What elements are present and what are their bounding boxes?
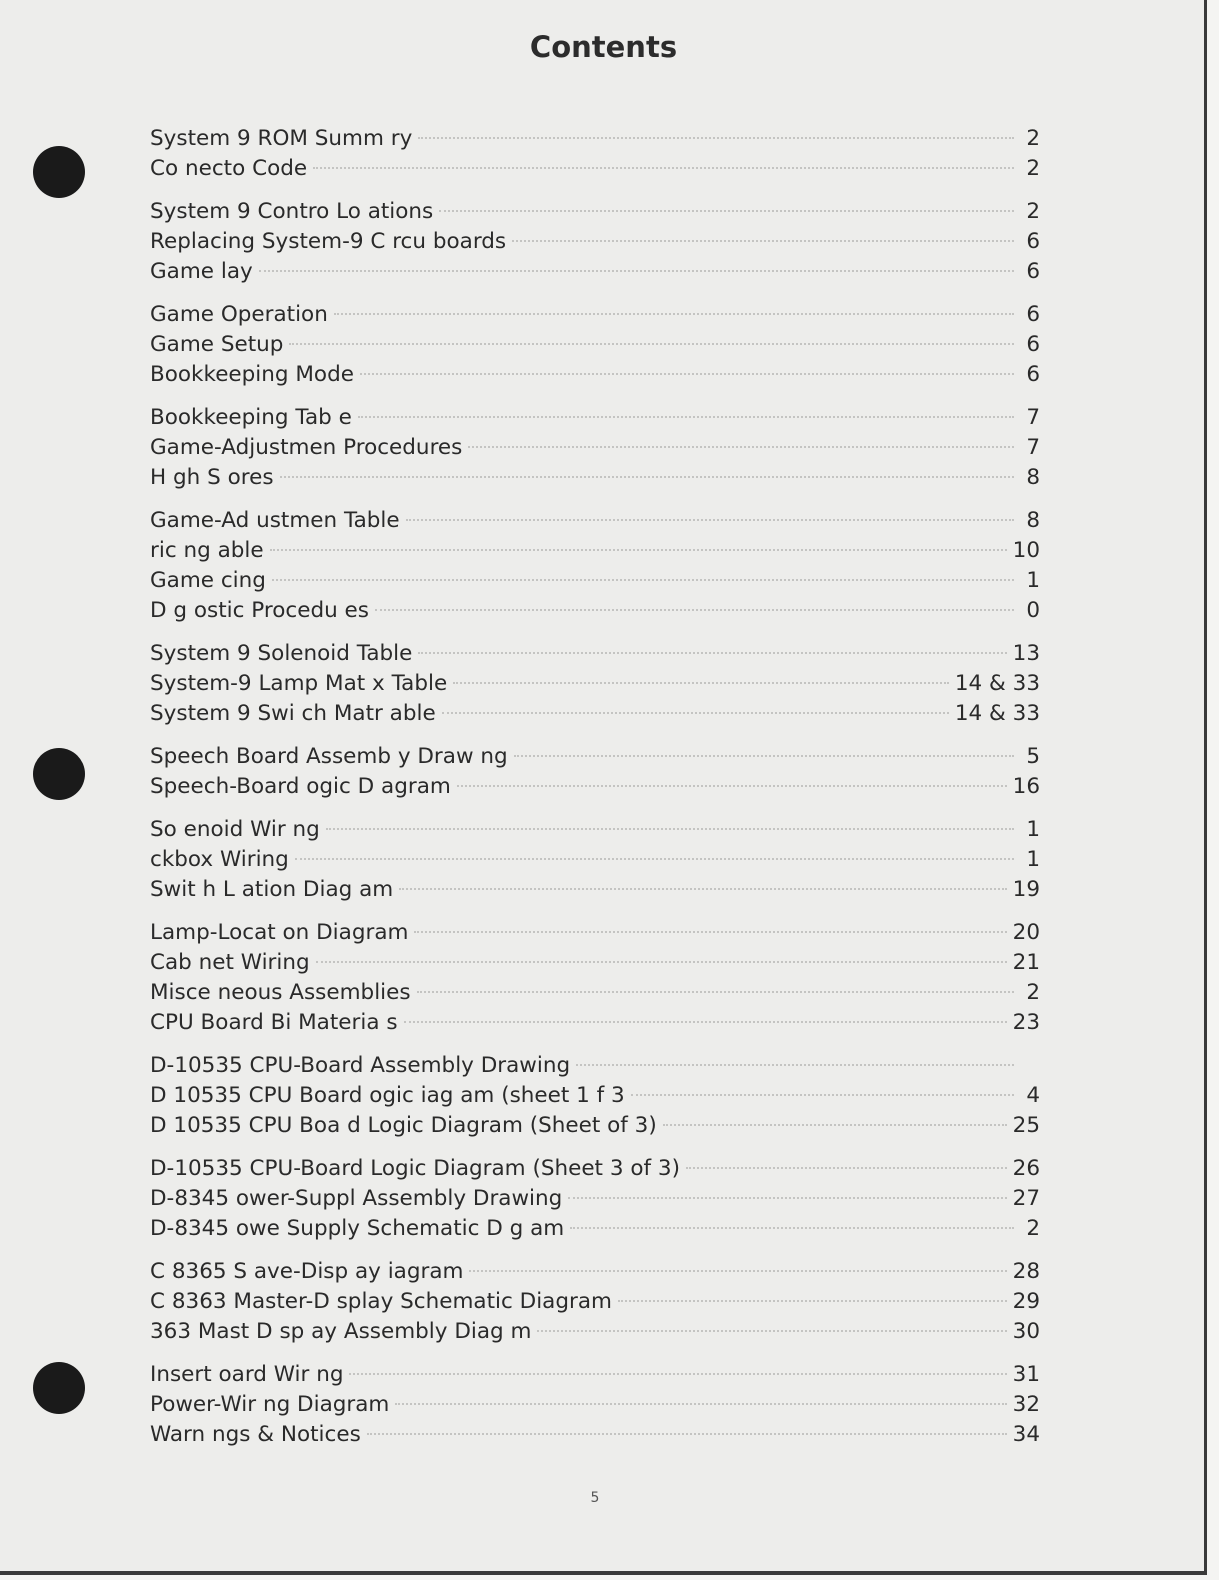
dot-leader: [280, 476, 1014, 478]
toc-entry: [150, 948, 1040, 978]
toc-entry-page: 10: [1012, 538, 1040, 563]
toc-group: [150, 815, 1040, 905]
toc-entry-title: D-10535 CPU-Board Assembly Drawing: [150, 1053, 571, 1078]
toc-entry-title: System 9 ROM Summ ry: [150, 126, 413, 151]
toc-entry-title: System-9 Lamp Mat x Table: [150, 671, 448, 696]
toc-entry-page: 4: [1026, 1083, 1040, 1108]
toc-group: [150, 1154, 1040, 1244]
toc-entry: [150, 433, 1040, 463]
toc-entry-title: Game-Ad ustmen Table: [150, 508, 400, 533]
toc-entry-title: System 9 Solenoid Table: [150, 641, 413, 666]
toc-entry-title: Game-Adjustmen Procedures: [150, 435, 463, 460]
toc-entry-title: Speech Board Assemb y Draw ng: [150, 744, 508, 769]
toc-entry-page: 8: [1026, 465, 1040, 490]
toc-entry-title: 363 Mast D sp ay Assembly Diag m: [150, 1319, 532, 1344]
toc-entry-page: 26: [1012, 1156, 1040, 1181]
dot-leader: [375, 609, 1014, 611]
toc-entry-title: C 8365 S ave-Disp ay iagram: [150, 1259, 464, 1284]
toc-entry-title: D-10535 CPU-Board Logic Diagram (Sheet 3 of 3): [150, 1156, 680, 1181]
dot-leader: [417, 991, 1014, 993]
toc-group: [150, 1051, 1040, 1141]
toc-entry: [150, 1257, 1040, 1287]
toc-entry: [150, 699, 1040, 729]
dot-leader: [453, 682, 949, 684]
toc-group: [150, 506, 1040, 626]
toc-entry-page: 6: [1026, 332, 1040, 357]
toc-entry: [150, 1154, 1040, 1184]
dot-leader: [360, 373, 1014, 375]
toc-entry-page: 20: [1012, 920, 1040, 945]
toc-entry: [150, 1184, 1040, 1214]
dot-leader: [313, 167, 1014, 169]
toc-entry-page: 2: [1026, 980, 1040, 1005]
binder-hole-bottom: [33, 1362, 85, 1414]
toc-entry-page: 28: [1012, 1259, 1040, 1284]
dot-leader: [468, 446, 1014, 448]
toc-group: [150, 124, 1040, 184]
toc-entry: [150, 300, 1040, 330]
dot-leader: [358, 416, 1014, 418]
dot-leader: [514, 755, 1014, 757]
dot-leader: [316, 961, 1007, 963]
toc-group: [150, 403, 1040, 493]
toc-entry: [150, 1420, 1040, 1450]
toc-entry-title: Game Setup: [150, 332, 284, 357]
dot-leader: [367, 1433, 1007, 1435]
toc-entry-page: 14 & 33: [954, 701, 1040, 726]
toc-entry: [150, 596, 1040, 626]
toc-entry-title: Game Operation: [150, 302, 328, 327]
dot-leader: [570, 1227, 1014, 1229]
toc-entry-page: 5: [1026, 744, 1040, 769]
dot-leader: [404, 1021, 1007, 1023]
toc-entry-page: 25: [1012, 1113, 1040, 1138]
toc-entry-page: 2: [1026, 1216, 1040, 1241]
dot-leader: [631, 1094, 1014, 1096]
toc-entry-title: Game cing: [150, 568, 266, 593]
binder-hole-middle: [33, 748, 85, 800]
toc-entry-page: 19: [1012, 877, 1040, 902]
toc-entry-title: C 8363 Master-D splay Schematic Diagram: [150, 1289, 612, 1314]
dot-leader: [259, 270, 1014, 272]
toc-entry: [150, 742, 1040, 772]
toc-group: [150, 742, 1040, 802]
toc-entry: [150, 845, 1040, 875]
toc-entry-page: 14 & 33: [954, 671, 1040, 696]
toc-entry-title: Misce neous Assemblies: [150, 980, 411, 1005]
toc-entry: [150, 403, 1040, 433]
toc-entry-title: Co necto Code: [150, 156, 308, 181]
toc-entry: [150, 536, 1040, 566]
toc-group: [150, 639, 1040, 729]
toc-entry-page: 31: [1012, 1362, 1040, 1387]
toc-entry: [150, 1287, 1040, 1317]
toc-entry: [150, 227, 1040, 257]
toc-entry-page: 23: [1012, 1010, 1040, 1035]
toc-entry: [150, 463, 1040, 493]
dot-leader: [349, 1373, 1006, 1375]
toc-entry-page: 0: [1026, 598, 1040, 623]
toc-entry-page: 29: [1012, 1289, 1040, 1314]
dot-leader: [334, 313, 1014, 315]
table-of-contents: [150, 124, 1040, 1463]
dot-leader: [326, 828, 1014, 830]
dot-leader: [270, 549, 1007, 551]
toc-entry-page: 6: [1026, 362, 1040, 387]
toc-entry: [150, 875, 1040, 905]
toc-entry-page: 7: [1026, 405, 1040, 430]
toc-entry-page: 32: [1012, 1392, 1040, 1417]
toc-entry-title: Cab net Wiring: [150, 950, 310, 975]
toc-entry: [150, 1317, 1040, 1347]
toc-entry: [150, 1081, 1040, 1111]
toc-entry: [150, 815, 1040, 845]
toc-entry: [150, 1111, 1040, 1141]
toc-group: [150, 1360, 1040, 1450]
toc-entry-title: Insert oard Wir ng: [150, 1362, 344, 1387]
toc-entry-title: D-8345 ower-Suppl Assembly Drawing: [150, 1186, 563, 1211]
dot-leader: [618, 1300, 1007, 1302]
toc-entry: [150, 566, 1040, 596]
toc-entry-title: H gh S ores: [150, 465, 274, 490]
dot-leader: [439, 210, 1014, 212]
dot-leader: [406, 519, 1014, 521]
dot-leader: [442, 712, 949, 714]
toc-entry-page: 8: [1026, 508, 1040, 533]
toc-entry-title: Power-Wir ng Diagram: [150, 1392, 390, 1417]
dot-leader: [457, 785, 1007, 787]
toc-entry-title: ric ng able: [150, 538, 264, 563]
toc-entry-title: Bookkeeping Tab e: [150, 405, 352, 430]
dot-leader: [686, 1167, 1007, 1169]
toc-entry-page: 34: [1012, 1422, 1040, 1447]
toc-entry-page: 6: [1026, 229, 1040, 254]
dot-leader: [568, 1197, 1006, 1199]
toc-entry-title: Lamp-Locat on Diagram: [150, 920, 409, 945]
toc-entry: [150, 669, 1040, 699]
toc-entry: [150, 639, 1040, 669]
binder-hole-top: [33, 146, 85, 198]
dot-leader: [289, 343, 1014, 345]
dot-leader: [469, 1270, 1006, 1272]
dot-leader: [576, 1064, 1014, 1066]
toc-entry: [150, 978, 1040, 1008]
toc-entry-page: 1: [1026, 568, 1040, 593]
toc-entry: [150, 1008, 1040, 1038]
toc-entry-page: 2: [1026, 126, 1040, 151]
toc-entry: [150, 918, 1040, 948]
dot-leader: [418, 652, 1006, 654]
toc-entry: [150, 1214, 1040, 1244]
toc-entry-page: 13: [1012, 641, 1040, 666]
toc-entry-page: 27: [1012, 1186, 1040, 1211]
toc-entry-page: 6: [1026, 302, 1040, 327]
toc-entry: [150, 1360, 1040, 1390]
dot-leader: [272, 579, 1014, 581]
toc-entry-title: D g ostic Procedu es: [150, 598, 369, 623]
toc-entry-title: Game lay: [150, 259, 253, 284]
toc-entry-title: System 9 Swi ch Matr able: [150, 701, 436, 726]
toc-entry-title: Swit h L ation Diag am: [150, 877, 394, 902]
toc-group: [150, 300, 1040, 390]
toc-entry-page: 7: [1026, 435, 1040, 460]
toc-entry-title: ckbox Wiring: [150, 847, 289, 872]
toc-entry-title: D-8345 owe Supply Schematic D g am: [150, 1216, 565, 1241]
dot-leader: [414, 931, 1006, 933]
dot-leader: [295, 858, 1014, 860]
toc-entry-page: 21: [1012, 950, 1040, 975]
toc-entry-title: D 10535 CPU Board ogic iag am (sheet 1 f 3: [150, 1083, 625, 1108]
toc-entry: [150, 124, 1040, 154]
toc-entry: [150, 1051, 1040, 1081]
toc-entry: [150, 154, 1040, 184]
toc-entry: [150, 330, 1040, 360]
dot-leader: [395, 1403, 1006, 1405]
toc-entry-page: 1: [1026, 817, 1040, 842]
toc-entry-title: So enoid Wir ng: [150, 817, 320, 842]
toc-group: [150, 1257, 1040, 1347]
toc-entry-title: Bookkeeping Mode: [150, 362, 354, 387]
page-number: 5: [590, 1490, 600, 1506]
toc-entry-page: 2: [1026, 199, 1040, 224]
dot-leader: [663, 1124, 1007, 1126]
dot-leader: [537, 1330, 1006, 1332]
toc-entry-page: 2: [1026, 156, 1040, 181]
toc-entry-title: Warn ngs & Notices: [150, 1422, 361, 1447]
toc-entry-page: 1: [1026, 847, 1040, 872]
toc-group: [150, 918, 1040, 1038]
toc-entry-page: 16: [1012, 774, 1040, 799]
toc-entry: [150, 257, 1040, 287]
toc-entry-title: System 9 Contro Lo ations: [150, 199, 434, 224]
toc-entry: [150, 772, 1040, 802]
toc-entry: [150, 506, 1040, 536]
toc-entry: [150, 197, 1040, 227]
toc-entry-title: CPU Board Bi Materia s: [150, 1010, 398, 1035]
toc-entry: [150, 360, 1040, 390]
toc-entry-page: 6: [1026, 259, 1040, 284]
toc-entry: [150, 1390, 1040, 1420]
dot-leader: [399, 888, 1006, 890]
toc-group: [150, 197, 1040, 287]
page-title: Contents: [529, 30, 678, 64]
dot-leader: [512, 240, 1014, 242]
dot-leader: [418, 137, 1014, 139]
toc-entry-title: D 10535 CPU Boa d Logic Diagram (Sheet of 3): [150, 1113, 657, 1138]
toc-entry-title: Speech-Board ogic D agram: [150, 774, 451, 799]
toc-entry-page: 30: [1012, 1319, 1040, 1344]
toc-entry-title: Replacing System-9 C rcu boards: [150, 229, 507, 254]
